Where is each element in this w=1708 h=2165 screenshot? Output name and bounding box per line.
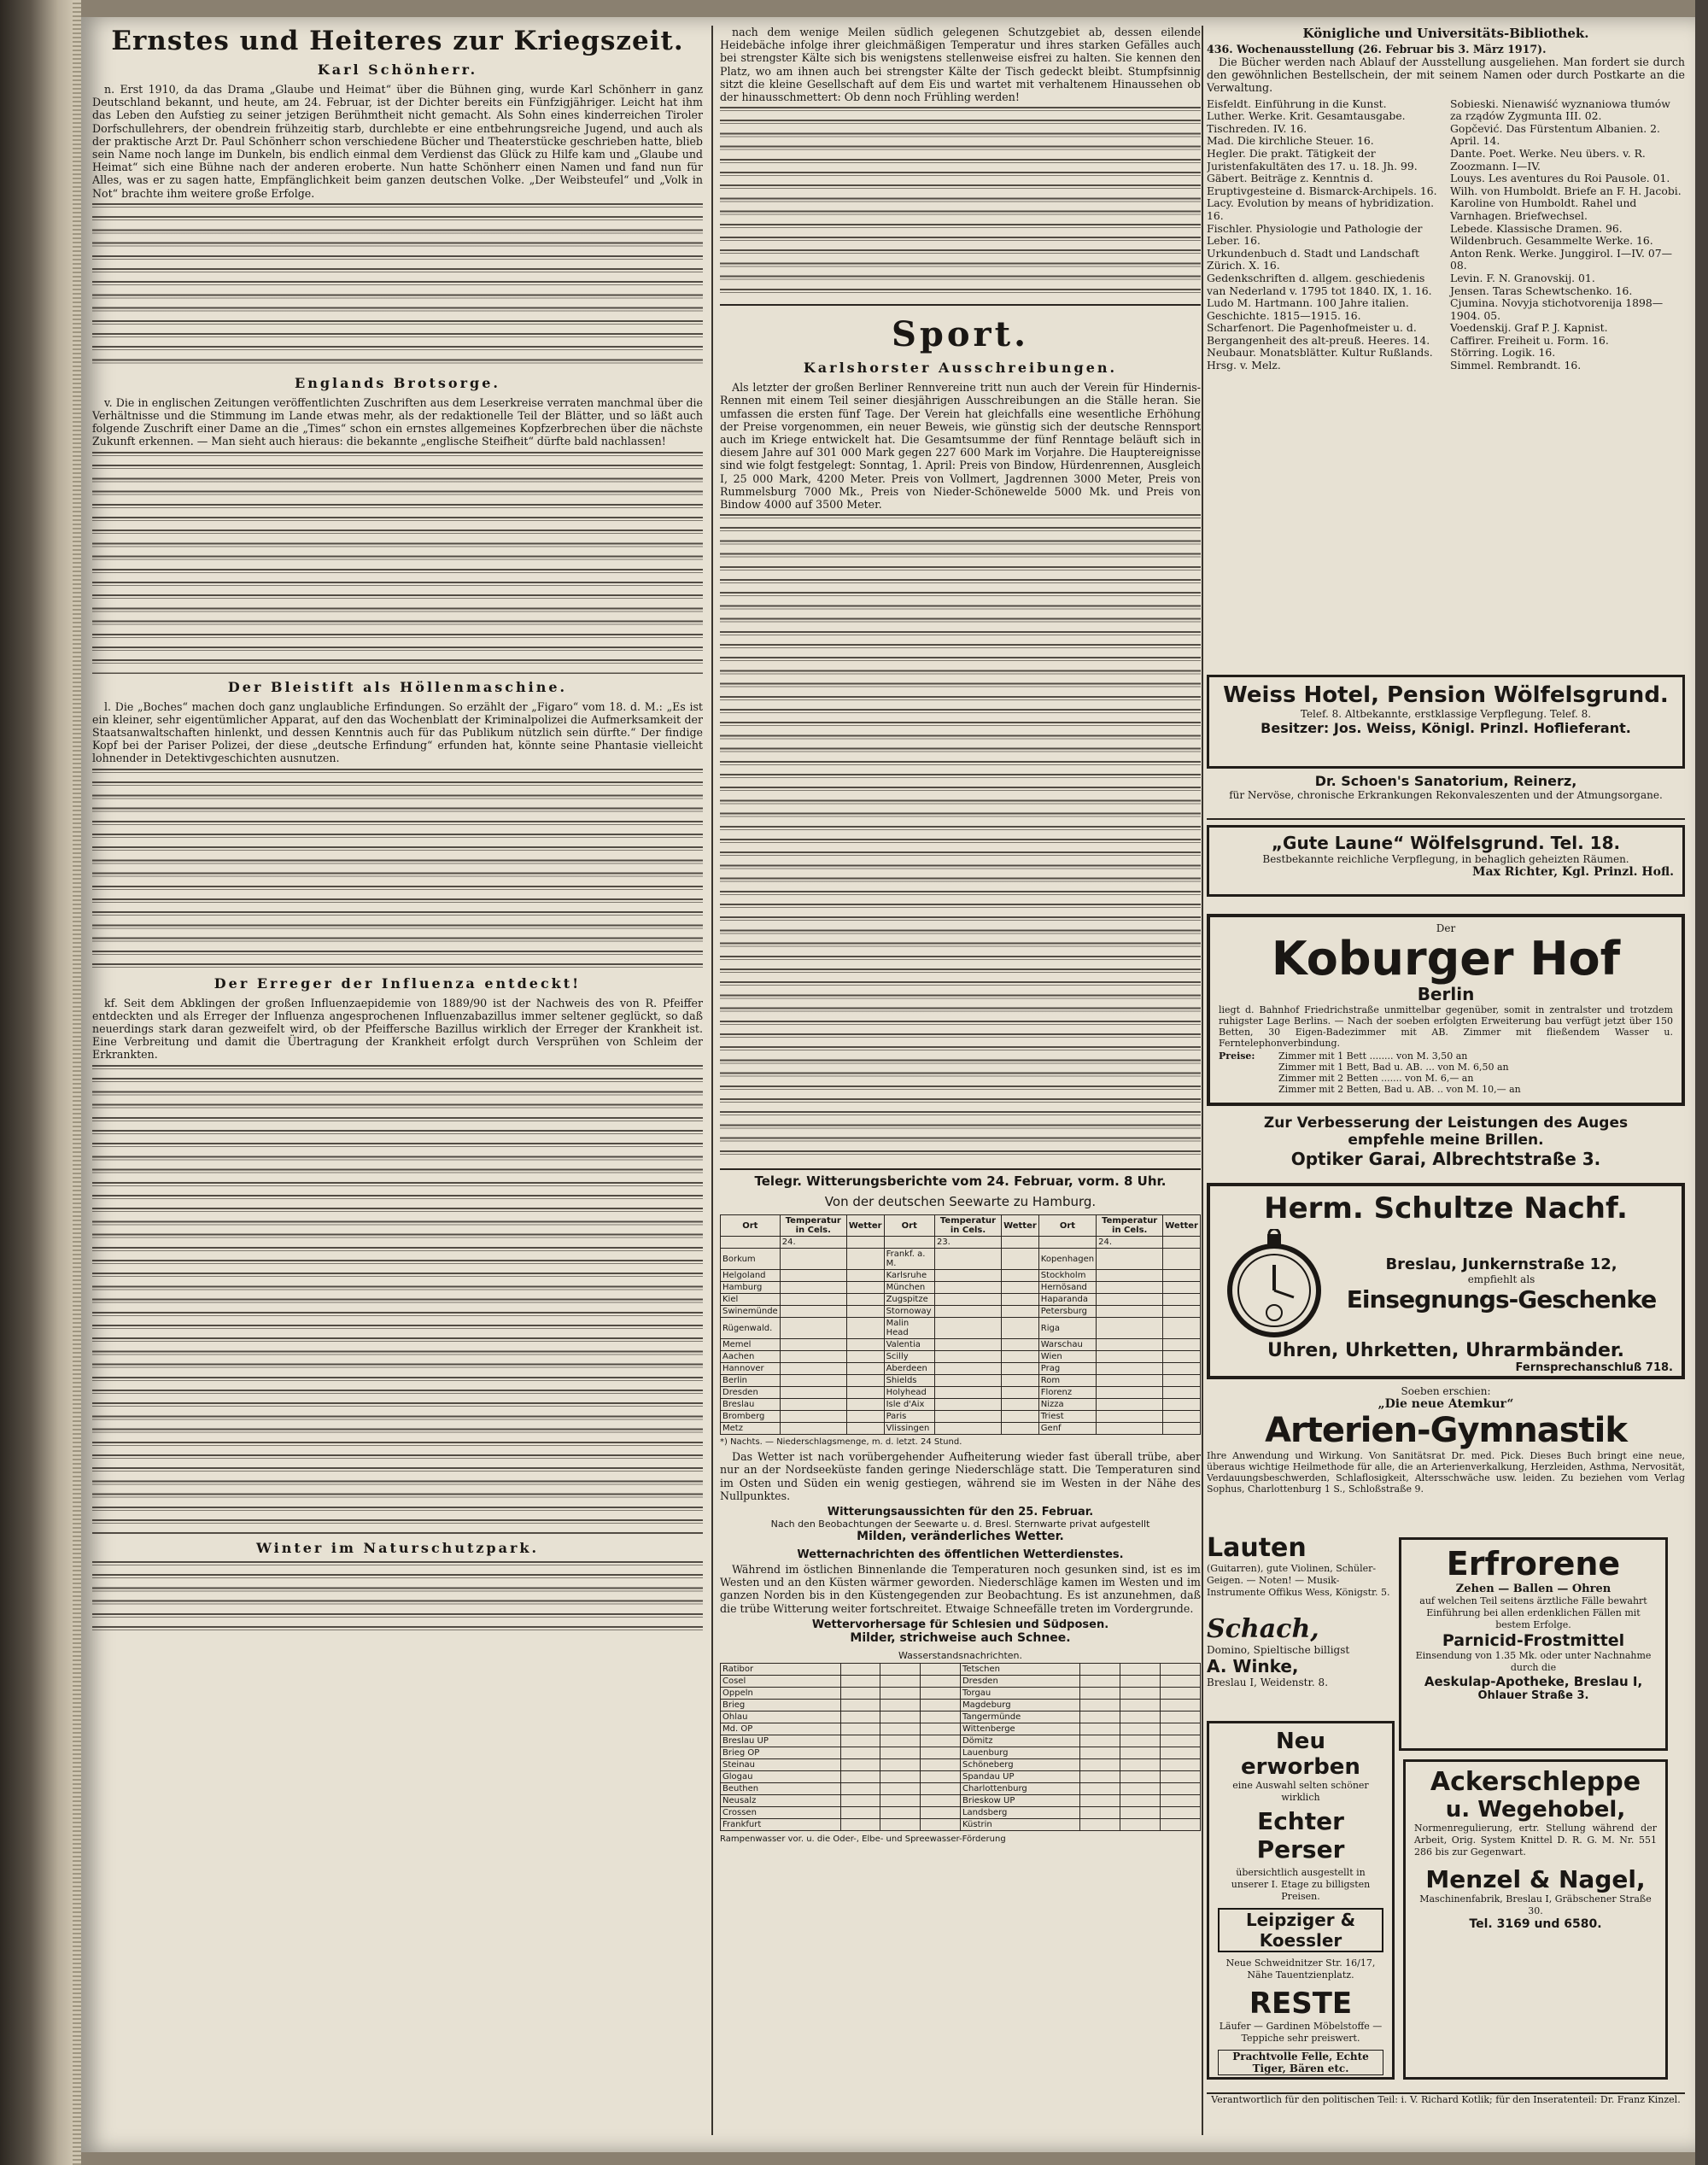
article-title: Der Erreger der Influenza entdeckt! <box>214 974 582 992</box>
ad-product: Parnicid-Frostmittel <box>1442 1631 1625 1650</box>
table-cell: Riga <box>1038 1318 1096 1339</box>
forecast-subtitle: Nach den Beobachtungen der Seewarte u. d. Bresl. Sternwarte privat aufgestellt <box>770 1518 1150 1530</box>
table-cell: Shields <box>884 1375 934 1387</box>
price-line: Zimmer mit 1 Bett, Bad u. AB. ... von M. 6,50 an <box>1278 1062 1509 1073</box>
text-block <box>720 107 1201 299</box>
list-item: Hegler. Die prakt. Tätigkeit der Juristenfakultäten des 17. u. 18. Jh. 99. <box>1207 146 1418 173</box>
ad-title: Erfrorene <box>1446 1545 1621 1583</box>
table-cell: Torgau <box>960 1687 1080 1699</box>
table-cell: Isle d'Aix <box>884 1399 934 1411</box>
table-cell: Valentia <box>884 1339 934 1351</box>
table-row <box>721 1782 1201 1794</box>
table-cell: Kopenhagen <box>1038 1249 1096 1270</box>
table-row <box>721 1770 1201 1782</box>
ad-article: Der <box>1436 922 1456 934</box>
table-cell: Breslau <box>721 1399 781 1411</box>
table-cell: Lauenburg <box>960 1747 1080 1758</box>
table-cell: Frankfurt <box>721 1818 841 1830</box>
table-row <box>721 1794 1201 1806</box>
table-row <box>721 1687 1201 1699</box>
ad-address: Breslau, Junkernstraße 12, <box>1385 1255 1617 1273</box>
table-cell: München <box>884 1282 934 1294</box>
column-rule <box>711 26 713 2135</box>
table-row <box>721 1423 1201 1435</box>
table-header: Temperatur in Cels. <box>934 1215 1001 1237</box>
silesia-line: Milder, strichweise auch Schnee. <box>850 1630 1071 1645</box>
list-item: Karoline von Humboldt. Rahel und Varnhagen. Briefwechsel. <box>1450 196 1637 222</box>
ad-line: Zur Verbesserung der Leistungen des Auges <box>1263 1115 1629 1132</box>
table-cell: Tetschen <box>960 1663 1080 1675</box>
water-title: Wasserstandsnachrichten. <box>898 1649 1022 1661</box>
table-cell: Breslau UP <box>721 1735 841 1747</box>
table-cell: Swinemünde <box>721 1306 781 1318</box>
ad-phone: Tel. 3169 und 6580. <box>1469 1917 1602 1931</box>
ad-title: Weiss Hotel, Pension Wölfelsgrund. <box>1223 682 1669 708</box>
list-item: Urkundenbuch d. Stadt und Landschaft Zürich. X. 16. <box>1207 246 1419 272</box>
table-cell: Aachen <box>721 1351 781 1363</box>
list-item: Simmel. Rembrandt. 16. <box>1450 359 1582 372</box>
table-cell: Triest <box>1038 1411 1096 1423</box>
list-item: Anton Renk. Werke. Junggirol. I—IV. 07—08. <box>1450 246 1672 272</box>
ad-address: Breslau I, Weidenstr. 8. <box>1207 1676 1329 1688</box>
table-row <box>721 1270 1201 1282</box>
ad-phone: Fernsprechanschluß 718. <box>1515 1361 1673 1374</box>
weather-table <box>720 1214 1201 1435</box>
list-item: Wildenbruch. Gesammelte Werke. 16. <box>1450 234 1653 248</box>
table-header: Wetter <box>1002 1215 1039 1237</box>
divider <box>720 304 1201 306</box>
table-cell: Ratibor <box>721 1663 841 1675</box>
ad-title: Dr. Schoen's Sanatorium, Reinerz, <box>1314 773 1577 789</box>
table-row <box>721 1249 1201 1270</box>
ad-line: empfiehlt als <box>1467 1273 1535 1285</box>
text-block <box>92 769 703 970</box>
table-header: Temperatur in Cels. <box>1097 1215 1163 1237</box>
ad-weiss-hotel <box>1207 675 1685 769</box>
table-cell: Haparanda <box>1038 1294 1096 1306</box>
text-block <box>92 203 703 370</box>
table-cell: Steinau <box>721 1758 841 1770</box>
ad-text: Domino, Spieltische billigst <box>1207 1644 1350 1656</box>
table-row <box>721 1306 1201 1318</box>
table-row <box>721 1318 1201 1339</box>
table-cell: Hamburg <box>721 1282 781 1294</box>
forecast-line: Milden, veränderliches Wetter. <box>857 1530 1064 1544</box>
table-cell: Cosel <box>721 1675 841 1687</box>
table-cell: Crossen <box>721 1806 841 1818</box>
table-cell: Bromberg <box>721 1411 781 1423</box>
ad-line: „Die neue Atemkur“ <box>1378 1397 1514 1411</box>
table-row <box>721 1282 1201 1294</box>
ad-title: Arterien-Gymnastik <box>1265 1411 1627 1450</box>
table-cell: Hannover <box>721 1363 781 1375</box>
weather-subtitle: Von der deutschen Seewarte zu Hamburg. <box>824 1194 1097 1210</box>
ad-prices <box>1278 1050 1673 1095</box>
ad-owner: Max Richter, Kgl. Prinzl. Hofl. <box>1472 865 1674 879</box>
table-header: Ort <box>721 1215 781 1237</box>
table-row <box>721 1339 1201 1351</box>
water-footer: Rampenwasser vor. u. die Oder-, Elbe- und Spreewasser-Förderung <box>720 1834 1006 1844</box>
table-cell: Malin Head <box>884 1318 934 1339</box>
table-cell: Metz <box>721 1423 781 1435</box>
weather-title: Telegr. Witterungsberichte vom 24. Februar, vorm. 8 Uhr. <box>754 1173 1167 1190</box>
table-cell: Beuthen <box>721 1782 841 1794</box>
article-title: Der Bleistift als Höllenmaschine. <box>227 678 568 695</box>
table-cell: Rügenwald. <box>721 1318 781 1339</box>
ad-text: Ihre Anwendung und Wirkung. Von Sanitätsrat Dr. med. Pick. Dieses Buch bringt eine neue, überaus wichtige Heilmethode für alle, die an Arterienverkalkung, Herzleiden, Asthma, Nervosität, Verdauungsbeschwerden, Schlaflosigkeit, Altersschwäche usw. leiden. Zu beziehen vom Verlag Sophus, Charlottenburg 1 S., Schloßstraße 9. <box>1207 1450 1685 1495</box>
table-cell: Charlottenburg <box>960 1782 1080 1794</box>
list-item: Lacy. Evolution by means of hybridization. 16. <box>1207 196 1435 222</box>
article-title: Winter im Naturschutzpark. <box>255 1539 540 1556</box>
table-cell: Helgoland <box>721 1270 781 1282</box>
library-header: Königliche und Universitäts-Bibliothek. <box>1302 26 1589 41</box>
table-row <box>721 1806 1201 1818</box>
table-cell: Brieg <box>721 1699 841 1711</box>
public-weather-text: Während im östlichen Binnenlande die Temperaturen noch gesunken sind, ist es im Westen und an den Küsten wärmer geworden. Niederschläge kamen im Westen und im ganzen Norden bis in den Küstengegenden zur Beobachtung. Es ist anzunehmen, daß die trübe Witterung weiter fortschreitet. Etwaige Schneefälle treten im Vordergrunde. <box>720 1563 1201 1615</box>
table-header: Ort <box>1038 1215 1096 1237</box>
ad-text: Normenregulierung, ertr. Stellung während der Arbeit, Orig. System Knittel D. R. G. M. Nr. 551 286 bis zur Gegenwart. <box>1414 1823 1657 1858</box>
list-item: Luther. Werke. Krit. Gesamtausgabe. Tischreden. IV. 16. <box>1207 109 1406 135</box>
table-row <box>721 1711 1201 1723</box>
table-row <box>721 1399 1201 1411</box>
ad-line: Soeben erschien: <box>1401 1385 1491 1397</box>
ad-title: Herm. Schultze Nachf. <box>1264 1191 1628 1226</box>
table-cell: Dresden <box>960 1675 1080 1687</box>
sport-title: Sport. <box>891 314 1029 355</box>
table-cell: Aberdeen <box>884 1363 934 1375</box>
table-cell: Stornoway <box>884 1306 934 1318</box>
ad-schach <box>1207 1614 1390 1712</box>
table-cell: Prag <box>1038 1363 1096 1375</box>
list-item: Dante. Poet. Werke. Neu übers. v. R. Zoozmann. I—IV. <box>1450 146 1646 173</box>
ad-title: Ackerschleppe <box>1430 1767 1641 1797</box>
ad-firm: Leipziger & Koessler <box>1218 1908 1383 1952</box>
table-row <box>721 1699 1201 1711</box>
table-cell: Ohlau <box>721 1711 841 1723</box>
article-text: Als letzter der großen Berliner Rennvereine tritt nun auch der Verein für Hindernis-Rennen mit einem Teil seiner diesjährigen Ausschreibungen an die Ställe heran. Sie umfassen die ersten fünf Tage. Der Verein hat gleichfalls eine wesentliche Erhöhung der Preise vorgenommen, ein neuer Beweis, wie günstig sich der deutsche Rennsport auch im Kriege entwickelt hat. Die Gesamtsumme der fünf Renntage beläuft sich in diesem Jahre auf 301 000 Mark gegen 227 600 Mark im Vorjahre. Die Hauptereignisse sind wie folgt festgelegt: Sonntag, 1. April: Preis von Bindow, Hürdenrennen, Ausgleich I, 25 000 Mark, 4200 Meter. Preis von Vollmert, Jagdrennen 3000 Meter, Preis von Rummelsburg 7000 Mk., Preis von Nieder-Schönewelde 5000 Mk. und Preis von Bindow 4000 auf 3500 Meter. <box>720 381 1201 512</box>
table-cell: Frankf. a. M. <box>884 1249 934 1270</box>
library-list <box>1207 98 1685 372</box>
list-item: Jensen. Taras Schewtschenko. 16. <box>1450 284 1633 297</box>
ad-line: empfehle meine Brillen. <box>1348 1132 1544 1149</box>
table-cell: Glogau <box>721 1770 841 1782</box>
table-cell: Petersburg <box>1038 1306 1096 1318</box>
ad-arterien <box>1207 1385 1685 1522</box>
list-item: Wilh. von Humboldt. Briefe an F. H. Jacobi. <box>1450 184 1682 197</box>
silesia-title: Wettervorhersage für Schlesien und Südposen. <box>811 1618 1109 1631</box>
ad-title: Lauten <box>1207 1533 1307 1563</box>
ad-line: Bestbekannte reichliche Verpflegung, in behaglich geheizten Räumen. <box>1262 853 1629 865</box>
ad-text: Läufer — Gardinen Möbelstoffe — Teppiche sehr preiswert. <box>1219 2021 1383 2044</box>
table-row <box>721 1411 1201 1423</box>
ad-line: Optiker Garai, Albrechtstraße 3. <box>1290 1149 1601 1169</box>
list-item: Cjumina. Novyja stichotvorenija 1898—1904. 05. <box>1450 296 1664 322</box>
table-cell: Dömitz <box>960 1735 1080 1747</box>
ad-owner: Besitzer: Jos. Weiss, Königl. Prinzl. Hoflieferant. <box>1261 720 1631 736</box>
column-right <box>1207 26 1685 2135</box>
list-item: Sobieski. Nienawiść wyznaniowa tłumów za rządów Zygmunta III. 02. <box>1450 97 1670 123</box>
ad-subtitle: Zehen — Ballen — Ohren <box>1455 1583 1611 1595</box>
ad-firm: Menzel & Nagel, <box>1425 1865 1646 1893</box>
weather-note: *) Nachts. — Niederschlagsmenge, m. d. letzt. 24 Stund. <box>720 1437 962 1448</box>
article-text: l. Die „Boches“ machen doch ganz unglaubliche Erfindungen. So erzählt der „Figaro“ vom 18. d. M.: „Es ist ein kleiner, sehr eigentümlicher Apparat, auf den das Wochenblatt der Kriminalpolizei die Aufmerksamkeit der Staatsanwaltschaften hinlenkt, und dessen Kenntnis auch für das Publikum nützlich sein dürfte.“ Der findige Kopf bei der Pariser Polizei, der diese „deutsche Erfindung“ erfunden hat, könnte seine Phantasie vielleicht lohnender in Detektivgeschichten ausnutzen. <box>92 699 703 765</box>
table-row <box>721 1663 1201 1675</box>
ad-furs: Prachtvolle Felle, Echte Tiger, Bären etc. <box>1218 2050 1383 2075</box>
table-cell: Nizza <box>1038 1399 1096 1411</box>
table-cell: Brieg OP <box>721 1747 841 1758</box>
table-cell: Berlin <box>721 1375 781 1387</box>
ad-koburger-hof <box>1207 914 1685 1106</box>
table-cell: Schöneberg <box>960 1758 1080 1770</box>
table-row <box>721 1758 1201 1770</box>
table-row <box>721 1351 1201 1363</box>
table-cell: Oppeln <box>721 1687 841 1699</box>
divider <box>720 1168 1201 1170</box>
ad-address: Neue Schweidnitzer Str. 16/17, Nähe Tauentzienplatz. <box>1225 1957 1376 1981</box>
table-row <box>721 1363 1201 1375</box>
ad-perser <box>1207 1721 1395 2080</box>
table-row <box>721 1675 1201 1687</box>
price-line: Zimmer mit 1 Bett ........ von M. 3,50 an <box>1278 1050 1468 1062</box>
text-block <box>720 514 1201 1163</box>
table-cell: 23. <box>934 1237 1001 1249</box>
ad-sanatorium <box>1207 773 1685 820</box>
ad-optiker <box>1207 1115 1685 1176</box>
table-cell: Tangermünde <box>960 1711 1080 1723</box>
column-middle <box>720 26 1201 2135</box>
table-cell: Wien <box>1038 1351 1096 1363</box>
ad-line: für Nervöse, chronische Erkrankungen Rekonvaleszenten und der Atmungsorgane. <box>1229 789 1663 801</box>
table-cell: Florenz <box>1038 1387 1096 1399</box>
table-cell: Landsberg <box>960 1806 1080 1818</box>
table-cell: Scilly <box>884 1351 934 1363</box>
ad-line: Telef. 8. Altbekannte, erstklassige Verpflegung. Telef. 8. <box>1300 708 1592 720</box>
forecast-title: Witterungsaussichten für den 25. Februar. <box>827 1506 1094 1519</box>
table-cell: Md. OP <box>721 1723 841 1735</box>
ad-text: (Guitarren), gute Violinen, Schüler-Geigen. — Noten! — Musik-Instrumente Offikus Wess, Königstr. 5. <box>1207 1563 1390 1598</box>
list-item: Louys. Les aventures du Roi Pausole. 01. <box>1450 172 1670 185</box>
table-row <box>721 1735 1201 1747</box>
list-item: Mad. Die kirchliche Steuer. 16. <box>1207 134 1374 148</box>
table-cell: 24. <box>780 1237 846 1249</box>
article-text: v. Die in englischen Zeitungen veröffentlichten Zuschriften aus dem Leserkreise verraten manchmal über die Verhältnisse und die Stimmung im Lande etwas mehr, als der redaktionelle Teil der Blätter, und so läßt auch folgende Zuschrift einer Dame an die „Times“ schon ein ernstes allgemeines Kopfzerbrechen über die nächste Zukunft erkennen. — Man sieht auch hieraus: die bekannte „englische Steifheit“ dürfte bald nachlassen! <box>92 395 703 448</box>
list-item: Störring. Logik. 16. <box>1450 346 1556 360</box>
list-item: Fischler. Physiologie und Pathologie der Leber. 16. <box>1207 221 1423 248</box>
table-cell: Brieskow UP <box>960 1794 1080 1806</box>
table-header: Temperatur in Cels. <box>780 1215 846 1237</box>
table-row <box>721 1294 1201 1306</box>
table-cell: Rom <box>1038 1375 1096 1387</box>
book-spine <box>0 0 81 2165</box>
ad-text: Einsendung von 1.35 Mk. oder unter Nachnahme durch die <box>1415 1650 1652 1673</box>
table-cell: 24. <box>1097 1237 1163 1249</box>
ad-line: eine Auswahl selten schöner wirklich <box>1232 1780 1369 1803</box>
ad-text: auf welchen Teil seitens ärztliche Fälle bewahrt Einführung bei allen erdenklichen Fällen mit bestem Erfolge. <box>1419 1595 1647 1630</box>
table-cell: Paris <box>884 1411 934 1423</box>
table-cell: Neusalz <box>721 1794 841 1806</box>
weather-text: Das Wetter ist nach vorübergehender Aufheiterung wieder fast überall trübe, aber nur an der Nordseeküste fanden geringe Niederschläge statt. Die Temperaturen sind im Osten und Süden ein wenig gestiegen, während sie im Westen in der Nähe des Nullpunktes. <box>720 1450 1201 1502</box>
ad-product: Echter Perser <box>1256 1807 1345 1864</box>
water-table <box>720 1663 1201 1831</box>
table-cell: Magdeburg <box>960 1699 1080 1711</box>
list-item: Gopčević. Das Fürstentum Albanien. 2. April. 14. <box>1450 121 1660 148</box>
table-row <box>721 1818 1201 1830</box>
price-line: Zimmer mit 2 Betten, Bad u. AB. .. von M. 10,— an <box>1278 1084 1521 1095</box>
article-title: Englands Brotsorge. <box>295 374 500 391</box>
footer-credits: Verantwortlich für den politischen Teil: i. V. Richard Kotlik; für den Inseratenteil: Dr. Franz Kinzel. <box>1207 2092 1685 2127</box>
text-block <box>92 452 703 674</box>
table-cell: Dresden <box>721 1387 781 1399</box>
table-cell: Warschau <box>1038 1339 1096 1351</box>
list-item: Neubaur. Monatsblätter. Kultur Rußlands. Hrsg. v. Melz. <box>1207 346 1433 372</box>
ad-gute-laune <box>1207 825 1685 897</box>
table-cell: Vlissingen <box>884 1423 934 1435</box>
ad-text: liegt d. Bahnhof Friedrichstraße unmittelbar gegenüber, somit in zentralster und trotzdem ruhigster Lage Berlins. — Nach der soeben erfolgten Erweiterung bau verfügt jetzt über 150 Betten, 30 Eigen-Badezimmer mit AB. Zimmer mit fließendem Wasser u. Ferntelephonverbindung. <box>1219 1004 1673 1049</box>
section-title: Ernstes und Heiteres zur Kriegszeit. <box>111 26 684 56</box>
table-header: Ort <box>884 1215 934 1237</box>
table-cell: Memel <box>721 1339 781 1351</box>
ad-ackerschleppe <box>1403 1759 1668 2080</box>
table-cell: Wittenberge <box>960 1723 1080 1735</box>
library-intro: Die Bücher werden nach Ablauf der Ausstellung ausgeliehen. Man fordert sie durch den gewöhnlichen Bestellschein, der mit seinem Namen oder durch Postkarte an die Verwaltung. <box>1207 56 1685 95</box>
ad-title: Koburger Hof <box>1271 932 1621 986</box>
ad-title: Neu erworben <box>1241 1729 1360 1780</box>
table-row <box>721 1723 1201 1735</box>
table-cell: Holyhead <box>884 1387 934 1399</box>
table-cell: Zugspitze <box>884 1294 934 1306</box>
table-cell: Hernösand <box>1038 1282 1096 1294</box>
table-row <box>721 1747 1201 1758</box>
list-item: Levin. F. N. Granovskij. 01. <box>1450 271 1595 284</box>
pocket-watch-icon <box>1219 1229 1330 1340</box>
price-line: Zimmer mit 2 Betten ....... von M. 6,— an <box>1278 1073 1474 1084</box>
ad-gifts: Einsegnungs-Geschenke <box>1346 1285 1657 1314</box>
table-cell: Küstrin <box>960 1818 1080 1830</box>
ad-schultze <box>1207 1183 1685 1379</box>
ad-text: übersichtlich ausgestellt in unserer I. Etage zu billigsten Preisen. <box>1231 1867 1371 1902</box>
list-item: Gedenkschriften d. allgem. geschiedenis van Nederland v. 1795 tot 1840. IX, 1. 16. <box>1207 271 1432 297</box>
article-title: Karlshorster Ausschreibungen. <box>803 360 1118 377</box>
table-cell: Stockholm <box>1038 1270 1096 1282</box>
ad-city: Berlin <box>1417 984 1475 1004</box>
list-item: Gäbert. Beiträge z. Kenntnis d. Eruptivgesteine d. Bismarck-Archipels. 16. <box>1207 172 1437 197</box>
article-text: nach dem wenige Meilen südlich gelegenen Schutzgebiet ab, dessen eilende Heidebäche infolge ihrer gleichmäßigen Temperatur und ihres starken Gefälles auch bei strengster Kälte sich bis wenigstens stellenweise eisfrei zu halten. Sie kennen den Platz, wo am ihnen auch bei strengster Kälte der Tisch gedeckt bleibt. Stumpfsinnig sitzt die kleine Gesellschaft auf dem Eis und wartet mit verhaltenem Hinaussehen ob der hinausschmettert: Ob denn noch Frühling werden! <box>720 26 1201 104</box>
library-subtitle: 436. Wochenausstellung (26. Februar bis 3. März 1917). <box>1207 43 1547 56</box>
text-block <box>92 1065 703 1535</box>
ad-rest: RESTE <box>1249 1987 1353 2021</box>
ad-subtitle: u. Wegehobel, <box>1445 1797 1626 1823</box>
list-item: Voedenskij. Graf P. J. Kapnist. <box>1450 321 1608 335</box>
article-title: Karl Schönherr. <box>317 61 478 78</box>
text-block <box>92 1561 703 1638</box>
ad-shop: A. Winke, <box>1207 1656 1299 1676</box>
table-cell: Borkum <box>721 1249 781 1270</box>
ad-address: Maschinenfabrik, Breslau I, Gräbschener Straße 30. <box>1419 1893 1652 1916</box>
table-cell: Spandau UP <box>960 1770 1080 1782</box>
ad-shop: Aeskulap-Apotheke, Breslau I, <box>1424 1674 1643 1689</box>
column-left <box>92 26 703 2135</box>
list-item: Caffirer. Freiheit u. Form. 16. <box>1450 333 1609 347</box>
table-cell: Karlsruhe <box>884 1270 934 1282</box>
ad-erfrorene <box>1399 1537 1668 1751</box>
ad-prices-label: Preise: <box>1219 1050 1255 1062</box>
right-edge <box>1695 0 1708 2165</box>
table-row <box>721 1375 1201 1387</box>
public-weather-title: Wetternachrichten des öffentlichen Wetterdienstes. <box>797 1548 1124 1562</box>
list-item: Ludo M. Hartmann. 100 Jahre italien. Geschichte. 1815—1915. 16. <box>1207 296 1409 322</box>
article-text: kf. Seit dem Abklingen der großen Influenzaepidemie von 1889/90 ist der Nachweis des von R. Pfeiffer entdeckten und als Erreger der Influenza angesprochenen Influenzabazillus immer seltener geglückt, so daß neuerdings stark daran gezweifelt wird, ob der Pfeiffersche Bazillus wirklich der Erreger der Krankheit ist. Eine Verbreitung und damit die Übertragung der Krankheit erfolgt durch Versprühen von Schleim der Erkrankten. <box>92 996 703 1062</box>
ad-title: Schach, <box>1207 1614 1319 1644</box>
ad-address: Ohlauer Straße 3. <box>1477 1689 1589 1702</box>
ad-lauten <box>1207 1533 1390 1606</box>
list-item: Scharfenort. Die Pagenhofmeister u. d. Bergangenheit des alt-preuß. Heeres. 14. <box>1207 321 1430 347</box>
table-header: Wetter <box>846 1215 884 1237</box>
table-row <box>721 1387 1201 1399</box>
table-cell: Genf <box>1038 1423 1096 1435</box>
column-rule <box>1202 26 1203 2135</box>
ad-title: „Gute Laune“ Wölfelsgrund. Tel. 18. <box>1271 833 1621 853</box>
table-header: Wetter <box>1163 1215 1201 1237</box>
list-item: Lebede. Klassische Dramen. 96. <box>1450 221 1623 235</box>
ad-items: Uhren, Uhrketten, Uhrarmbänder. <box>1267 1340 1624 1361</box>
table-cell: Kiel <box>721 1294 781 1306</box>
article-text: n. Erst 1910, da das Drama „Glaube und Heimat“ über die Bühnen ging, wurde Karl Schönherr in ganz Deutschland bekannt, und heute, am 24. Februar, ist der Dichter bereits ein Fünfzigjähriger. Leicht hat ihm das Leben den Aufstieg zu seiner jetzigen Berühmtheit nicht gemacht. Als Sohn eines kinderreichen Tiroler Dorfschullehrers, der obendrein frühzeitig starb, durchlebte er eine entbehrungsreiche Jugend, und auch als der praktische Arzt Dr. Paul Schönherr schon verschiedene Bücher und Theaterstücke geschrieben hatte, blieb sein Name noch lange im Dunkeln, bis endlich einmal dem Verdienst das Glück zu Hilfe kam und „Glaube und Heimat“ sich eine Bühne nach der anderen eroberte. Nun hatte Schönherr einen Namen und fand nun für Alles, was er zu sagen hatte, Empfänglichkeit beim ganzen deutschen Volke. „Der Weibsteufel“ und „Volk in Not“ brachte ihm weitere große Erfolge. <box>92 83 703 200</box>
list-item: Eisfeldt. Einführung in die Kunst. <box>1207 97 1387 110</box>
